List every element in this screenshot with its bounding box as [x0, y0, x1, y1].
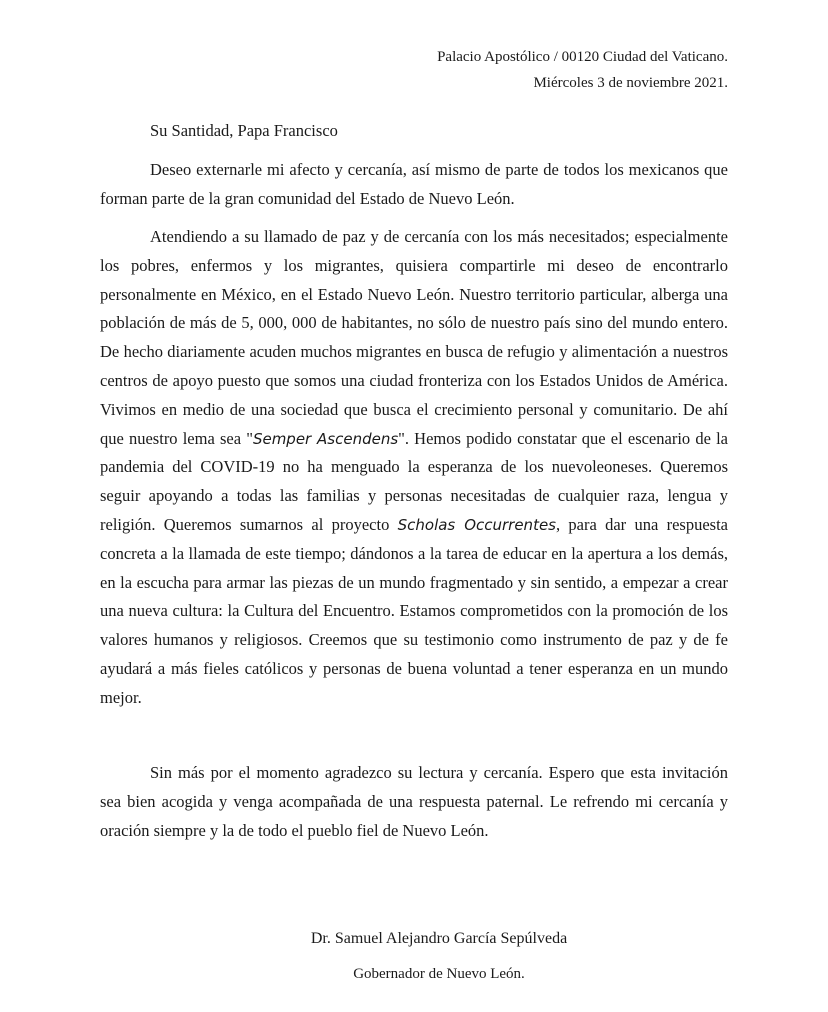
paragraph-invitation-part2: ". Hemos podido constatar que el escenario de la pandemia del COVID-19 no ha menguado la esperanza de los nuevoleoneses. Queremos seguir apoyando a todas las familias y personas necesitadas de cualquier raza, lengua y religión. Queremos sumarnos al proyecto	[100, 428, 728, 534]
paragraph-invitation-part3: , para dar una respuesta concreta a la llamada de este tiempo; dándonos a la tarea de educar en la apertura a los demás, en la escucha para armar las piezas de un mundo fragmentado y sin sentido, a empezar a crear una nueva cultura: la Cultura del Encuentro. Estamos comprometidos con la promoción de los valores humanos y religiosos. Creemos que su testimonio como instrumento de paz y de fe ayudará a más fieles católicos y personas de buena voluntad a tener esperanza en un mundo mejor.	[100, 514, 728, 707]
signature-name: Dr. Samuel Alejandro García Sepúlveda	[310, 930, 568, 947]
signature-title: Gobernador de Nuevo León.	[353, 966, 525, 982]
paragraph-invitation	[100, 223, 728, 713]
header-address: Palacio Apostólico / 00120 Ciudad del Vaticano.	[437, 49, 728, 65]
motto-text: Semper Ascendens	[252, 429, 399, 448]
salutation: Su Santidad, Papa Francisco	[150, 121, 338, 140]
project-name: Scholas Occurrentes	[397, 515, 556, 534]
header-date: Miércoles 3 de noviembre 2021.	[533, 75, 728, 91]
paragraph-closing: Sin más por el momento agradezco su lectura y cercanía. Espero que esta invitación sea bien acogida y venga acompañada de una respuesta paternal. Le refrendo mi cercanía y oración siempre y la de todo el pueblo fiel de Nuevo León.	[100, 763, 728, 840]
letter-header	[437, 44, 728, 96]
paragraph-greeting: Deseo externarle mi afecto y cercanía, así mismo de parte de todos los mexicanos que forman parte de la gran comunidad del Estado de Nuevo León.	[100, 160, 728, 208]
paragraph-invitation-part1: Atendiendo a su llamado de paz y de cercanía con los más necesitados; especialmente los pobres, enfermos y los migrantes, quisiera compartirle mi deseo de encontrarlo personalmente en México, en el Estado Nuevo León. Nuestro territorio particular, alberga una población de más de 5, 000, 000 de habitantes, no sólo de nuestro país sino del mundo entero. De hecho diariamente acuden muchos migrantes en busca de refugio y alimentación a nuestros centros de apoyo puesto que somos una ciudad fronteriza con los Estados Unidos de América. Vivimos en medio de una sociedad que busca el crecimiento personal y comunitario. De ahí que nuestro lema sea "	[100, 227, 728, 448]
